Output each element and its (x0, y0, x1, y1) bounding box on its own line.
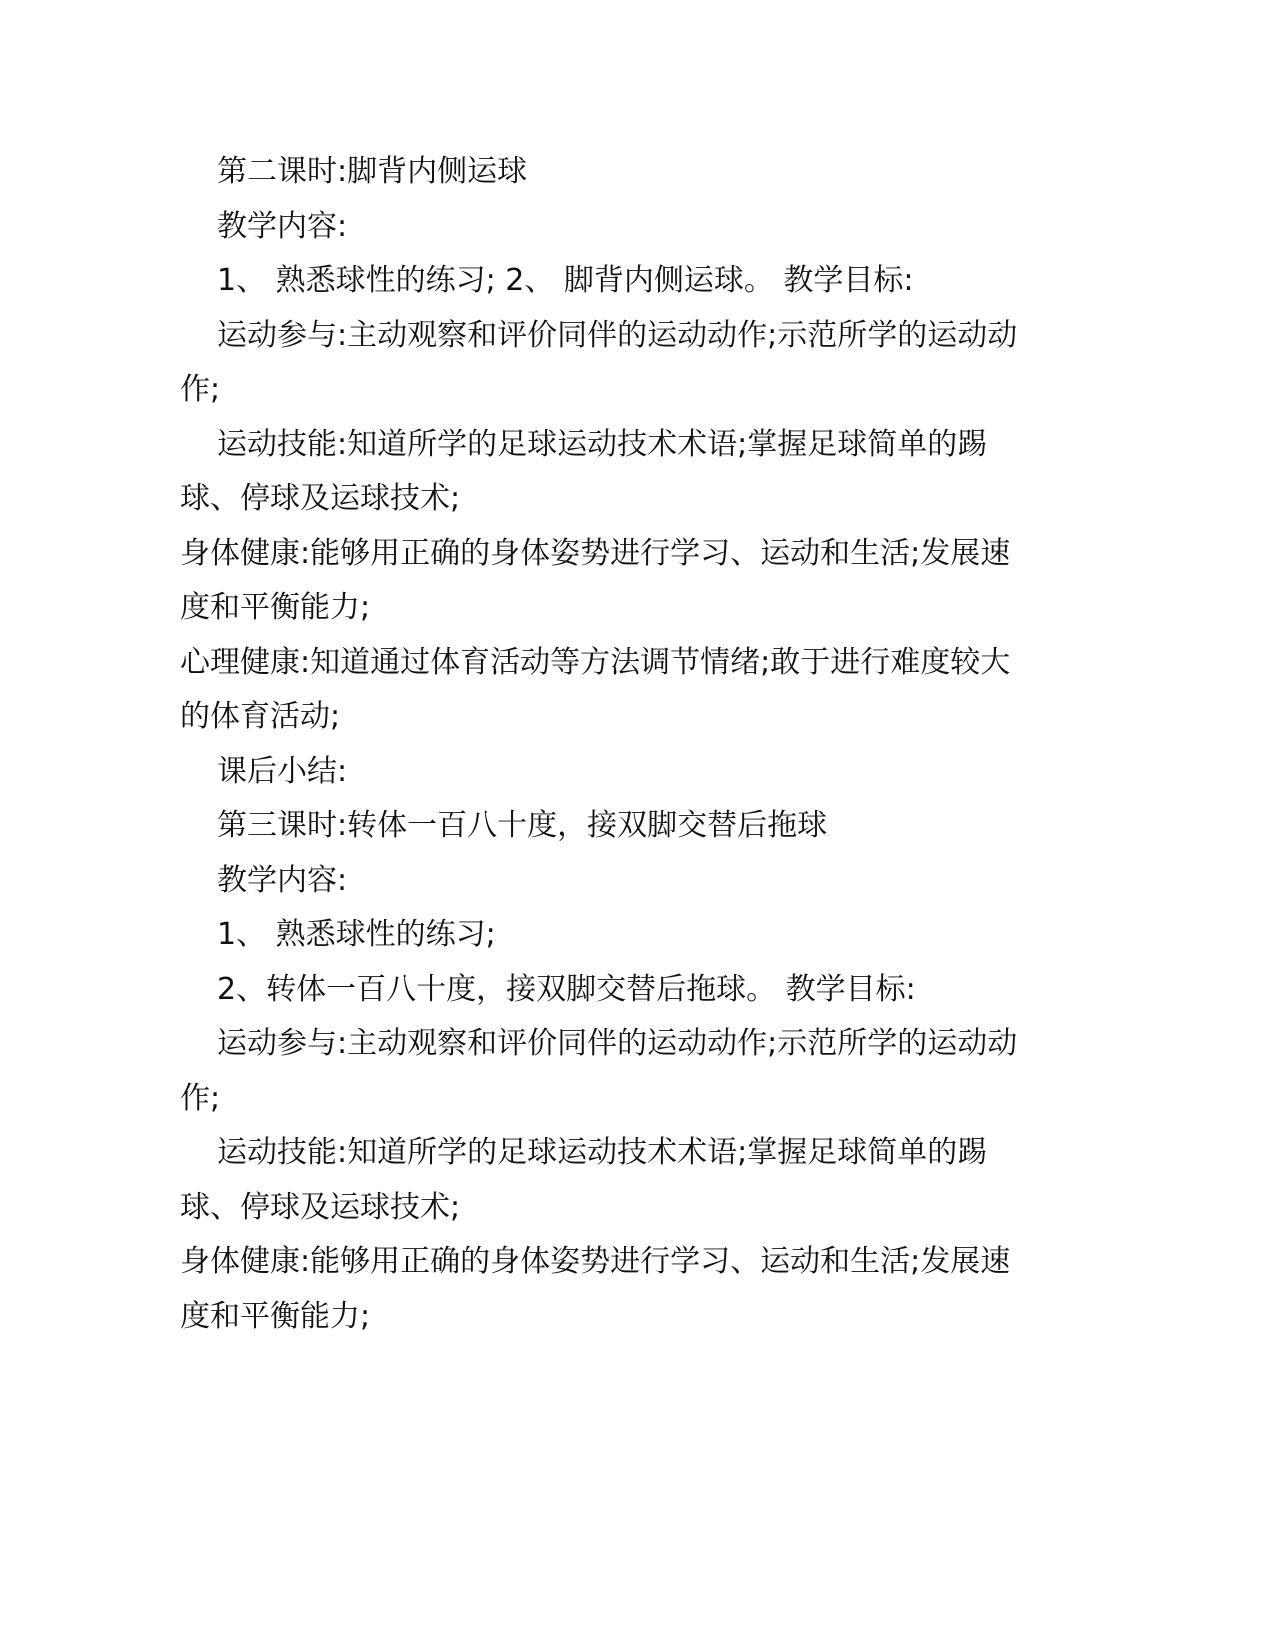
goal-physical-health-2: 身体健康:能够用正确的身体姿势进行学习、运动和生活;发展速度和平衡能力; (180, 1244, 1011, 1334)
teaching-content-item-2: 2、转体一百八十度，接双脚交替后拖球。 教学目标: (217, 971, 916, 1007)
lesson-summary-heading: 课后小结: (217, 753, 348, 789)
goal-mental-health: 心理健康:知道通过体育活动等方法调节情绪;敢于进行难度较大的体育活动; (180, 644, 1011, 734)
teaching-content-items: 1、 熟悉球性的练习; 2、 脚背内侧运球。 教学目标: (217, 263, 914, 298)
teaching-content-item-1: 1、 熟悉球性的练习; (217, 917, 496, 952)
teaching-content-heading: 教学内容: (217, 208, 348, 244)
goal-sport-skills: 运动技能:知道所学的足球运动技术术语;掌握足球简单的踢球、停球及运球技术; (180, 426, 988, 516)
goal-sport-participation-2: 运动参与:主动观察和评价同伴的运动动作;示范所学的运动动作; (180, 1026, 1018, 1116)
goal-sport-skills-2: 运动技能:知道所学的足球运动技术术语;掌握足球简单的踢球、停球及运球技术; (180, 1135, 988, 1225)
lesson-2-title: 第二课时:脚背内侧运球 (217, 154, 528, 189)
goal-physical-health: 身体健康:能够用正确的身体姿势进行学习、运动和生活;发展速度和平衡能力; (180, 535, 1011, 625)
lesson-3-title: 第三课时:转体一百八十度，接双脚交替后拖球 (217, 808, 828, 843)
document-body (180, 145, 1040, 1344)
goal-sport-participation: 运动参与:主动观察和评价同伴的运动动作;示范所学的运动动作; (180, 317, 1018, 407)
teaching-content-heading-2: 教学内容: (217, 862, 348, 898)
